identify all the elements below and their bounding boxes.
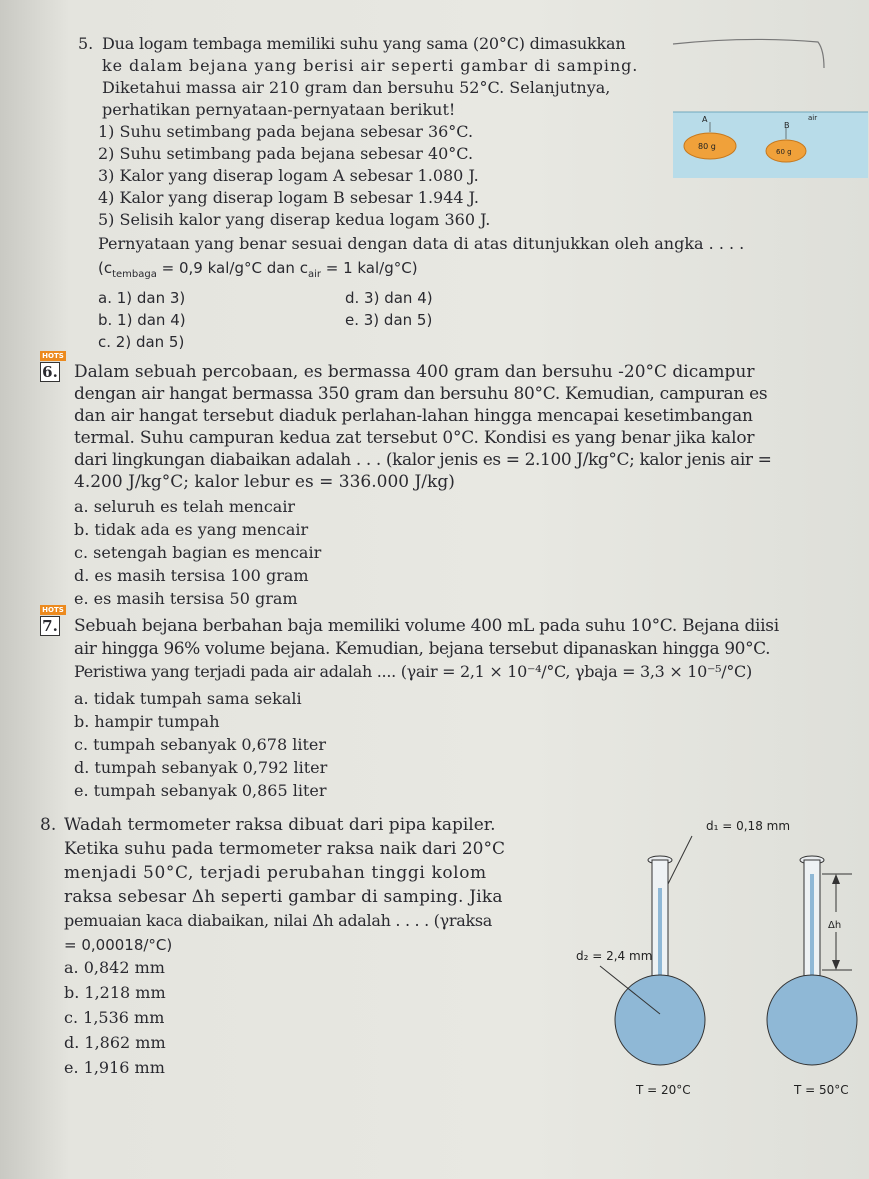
q5-vessel-figure [668,38,868,180]
q7-line-1: Sebuah bejana berbahan baja memiliki volume 400 mL pada suhu 10°C. Bejana diisi [74,616,779,636]
t2-label: T = 50°C [794,1083,849,1097]
q8-option-c[interactable]: c. 1,536 mm [64,1008,165,1027]
q5-line-2: ke dalam bejana yang berisi air seperti gambar di samping. [102,56,639,75]
q7-hots-badge: HOTS [40,605,66,615]
t1-label: T = 20°C [636,1083,691,1097]
q8-line-3: menjadi 50°C, terjadi perubahan tinggi kolom [64,863,487,883]
q8-line-4: raksa sebesar Δh seperti gambar di samping. Jika [64,887,503,907]
q5-option-d[interactable]: d. 3) dan 4) [345,289,433,307]
q6-line-3: dan air hangat tersebut diaduk perlahan-lahan hingga mencapai kesetimbangan [74,406,753,426]
q6-line-1: Dalam sebuah percobaan, es bermassa 400 gram dan bersuhu -20°C dicampur [74,362,755,382]
q5-statement-5: 5) Selisih kalor yang diserap kedua logam 360 J. [98,210,491,229]
q6-line-2: dengan air hangat bermassa 350 gram dan bersuhu 80°C. Kemudian, campuran es [74,384,768,404]
q6-line-4: termal. Suhu campuran kedua zat tersebut 0°C. Kondisi es yang benar jika kalor [74,428,755,448]
q7-option-d[interactable]: d. tumpah sebanyak 0,792 liter [74,758,328,777]
q8-option-a[interactable]: a. 0,842 mm [64,958,165,977]
q6-option-e[interactable]: e. es masih tersisa 50 gram [74,589,298,608]
q8-option-e[interactable]: e. 1,916 mm [64,1058,165,1077]
label-b: B [784,121,790,130]
label-air: air [808,114,818,122]
q7-option-b[interactable]: b. hampir tumpah [74,712,220,731]
d1-label: d₁ = 0,18 mm [706,819,791,833]
q5-number: 5. [78,34,94,53]
q5-option-e[interactable]: e. 3) dan 5) [345,311,433,329]
q5-option-c[interactable]: c. 2) dan 5) [98,333,185,351]
q6-number: 6. [40,362,60,382]
q8-option-d[interactable]: d. 1,862 mm [64,1033,166,1052]
q5-option-a[interactable]: a. 1) dan 3) [98,289,186,307]
q7-option-a[interactable]: a. tidak tumpah sama sekali [74,689,302,708]
q6-option-a[interactable]: a. seluruh es telah mencair [74,497,296,516]
q5-line-1: Dua logam tembaga memiliki suhu yang sama (20°C) dimasukkan [102,34,626,53]
q7-line-3: Peristiwa yang terjadi pada air adalah .... (γair = 2,1 × 10⁻⁴/°C, γbaja = 3,3 × 10⁻⁵/°C) [74,662,752,681]
q7-line-2: air hingga 96% volume bejana. Kemudian, bejana tersebut dipanaskan hingga 90°C. [74,639,771,659]
q8-line-6: = 0,00018/°C) [64,936,173,954]
q5-statement-1: 1) Suhu setimbang pada bejana sebesar 36°C. [98,122,474,141]
q7-option-c[interactable]: c. tumpah sebanyak 0,678 liter [74,735,327,754]
q6-option-c[interactable]: c. setengah bagian es mencair [74,543,322,562]
mass-b: 60 g [776,148,792,156]
d2-label: d₂ = 2,4 mm [576,949,653,963]
q7-number: 7. [40,616,60,636]
mass-a: 80 g [698,142,716,151]
q8-line-1: Wadah termometer raksa dibuat dari pipa kapiler. [64,815,496,835]
q5-question: Pernyataan yang benar sesuai dengan data di atas ditunjukkan oleh angka . . . . [98,234,745,253]
q5-line-3: Diketahui massa air 210 gram dan bersuhu 52°C. Selanjutnya, [102,78,611,97]
q6-line-6: 4.200 J/kg°C; kalor lebur es = 336.000 J/kg) [74,472,455,492]
dh-label: Δh [828,920,842,931]
q6-option-b[interactable]: b. tidak ada es yang mencair [74,520,309,539]
q5-option-b[interactable]: b. 1) dan 4) [98,311,186,329]
q8-option-b[interactable]: b. 1,218 mm [64,983,166,1002]
thermometer-right [767,856,857,1065]
label-a: A [702,115,708,124]
q5-statement-2: 2) Suhu setimbang pada bejana sebesar 40°C. [98,144,474,163]
q6-hots-badge: HOTS [40,351,66,361]
q5-line-4: perhatikan pernyataan-pernyataan berikut! [102,100,456,119]
q8-number: 8. [40,815,57,835]
q6-option-d[interactable]: d. es masih tersisa 100 gram [74,566,309,585]
q5-statement-3: 3) Kalor yang diserap logam A sebesar 1.080 J. [98,166,479,185]
q5-statement-4: 4) Kalor yang diserap logam B sebesar 1.944 J. [98,188,479,207]
q7-option-e[interactable]: e. tumpah sebanyak 0,865 liter [74,781,327,800]
q5-given: ($c_{tembaga} = 0,9$ kal/g°C dan $c_{air} = 1$ kal/g°C) [98,259,418,280]
q8-line-2: Ketika suhu pada termometer raksa naik dari 20°C [64,839,505,859]
q6-line-5: dari lingkungan diabaikan adalah . . . (kalor jenis es = 2.100 J/kg°C; kalor jenis air = [74,450,772,470]
q8-line-5: pemuaian kaca diabaikan, nilai Δh adalah . . . . (γraksa [64,911,493,930]
q8-thermometer-figure [560,808,865,1108]
